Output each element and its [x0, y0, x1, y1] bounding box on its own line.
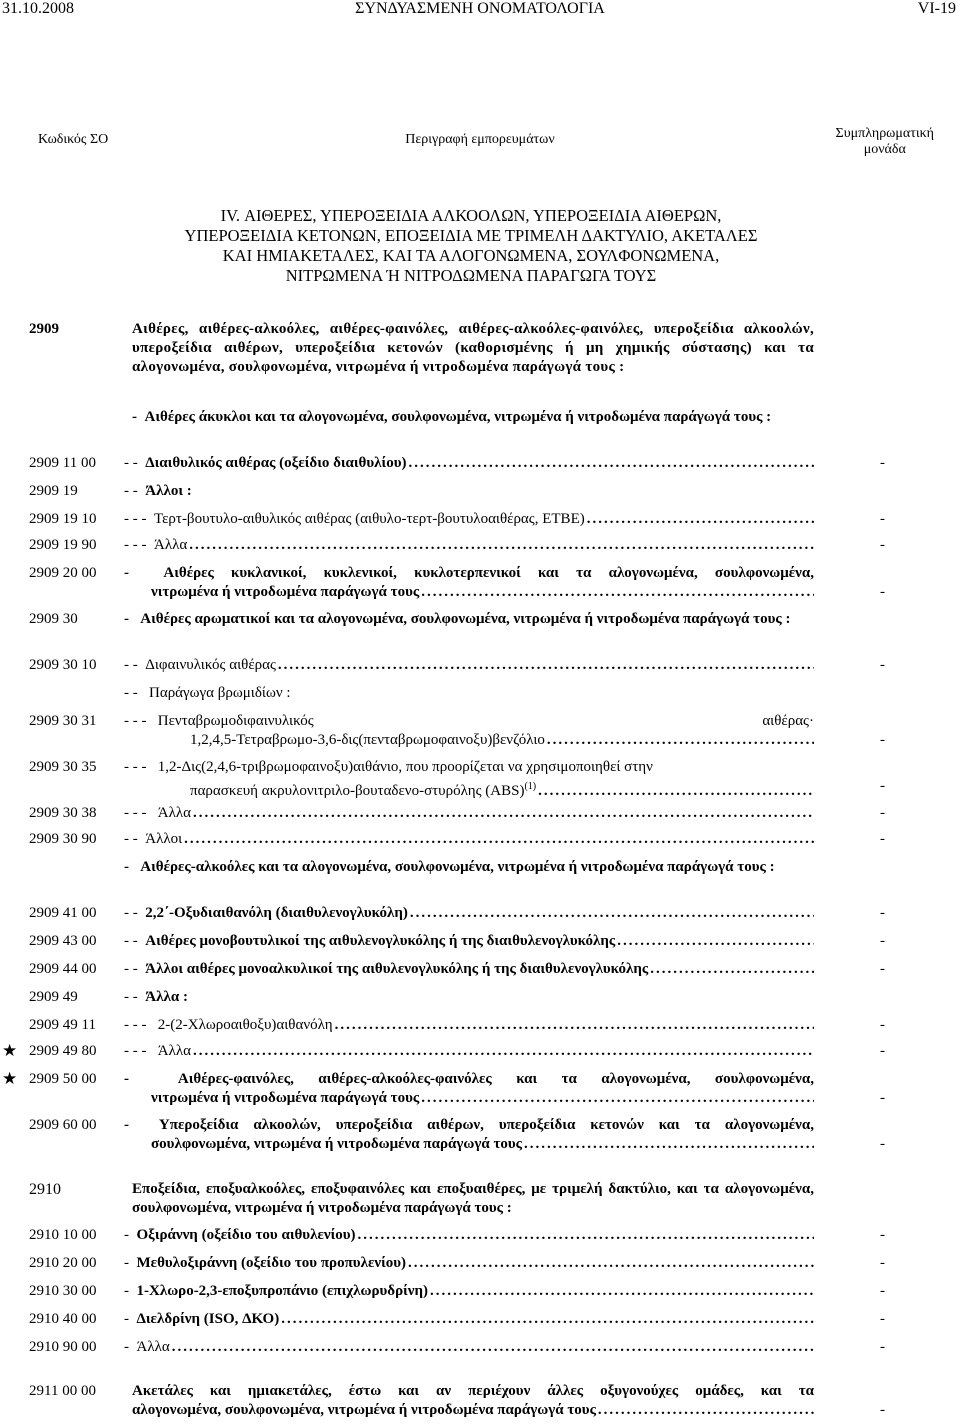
indent-dash: - -: [124, 455, 138, 471]
supplementary-unit: -: [880, 905, 885, 921]
description-text: 1,2-Δις(2,4,6-τριβρωμοφαινοξυ)αιθάνιο, που προορίζεται να χρησιμοποιηθεί στην: [157, 759, 653, 775]
leader-dots: [193, 1042, 814, 1061]
supplementary-unit: -: [880, 933, 885, 949]
cn-code: 2910 30 00: [29, 1283, 97, 1299]
indent-dash: -: [124, 1227, 129, 1243]
description-text: αιθέρας·: [762, 713, 814, 729]
description-text: νιτρωμένα ή νιτροδωμένα παράγωγά τους: [151, 584, 420, 600]
cn-code: 2909 49 80: [29, 1043, 97, 1059]
column-heading-unit-line2: μονάδα: [863, 142, 906, 157]
leader-dots: [408, 1254, 814, 1273]
description: Εποξείδια, εποξυαλκοόλες, εποξυφαινόλες και εποξυαιθέρες, με τριμελή δακτύλιο, και τα αλογονωμένα, σουλφονωμένα, νιτρωμένα ή νιτροδωμένα παράγωγά τους :: [132, 1181, 814, 1216]
cn-code: 2909 19: [29, 483, 78, 499]
star-marker-icon: ★: [2, 1041, 18, 1060]
cn-code: 2909: [29, 321, 59, 337]
leader-dots: [189, 536, 814, 555]
leader-dots: [358, 1226, 814, 1245]
cn-code: 2909 49 11: [29, 1017, 96, 1033]
supplementary-unit: -: [880, 537, 885, 553]
description-text: Αιθέρες άκυκλοι και τα αλογονωμένα, σουλφονωμένα, νιτρωμένα ή νιτροδωμένα παράγωγά τους :: [144, 409, 772, 425]
supplementary-unit: -: [880, 805, 885, 821]
supplementary-unit: -: [880, 732, 885, 748]
description: [124, 960, 814, 979]
cn-code: 2909 30 38: [29, 805, 97, 821]
description: [124, 712, 814, 750]
leader-dots: [278, 656, 814, 675]
cn-code: 2909 50 00: [29, 1071, 97, 1087]
chapter-heading-line: ΝΙΤΡΩΜΕΝΑ Ή ΝΙΤΡΟΔΩΜΕΝΑ ΠΑΡΑΓΩΓΑ ΤΟΥΣ: [285, 266, 657, 285]
supplementary-unit: -: [880, 778, 885, 794]
description-text: αλογονωμένα, σουλφονωμένα, νιτρωμένα ή νιτροδωμένα παράγωγά τους: [132, 1402, 596, 1418]
page-header: [0, 0, 960, 22]
description: [124, 482, 814, 501]
cn-code: 2909 30 31: [29, 713, 97, 729]
description-text: Διαιθυλικός αιθέρας (οξείδιο διαιθυλίου): [145, 455, 407, 471]
description-text: Οξιράννη (οξείδιο του αιθυλενίου): [136, 1227, 356, 1243]
indent-dash: - -: [124, 483, 138, 499]
column-heading-unit: [836, 126, 934, 158]
description-text: παρασκευή ακρυλονιτριλο-βουταδενο-στυρόλης (ABS): [190, 783, 525, 799]
indent-dash: -: [124, 1117, 129, 1133]
leader-dots: [524, 1135, 814, 1154]
description-text: Διελδρίνη (ISO, ΔΚΟ): [136, 1311, 280, 1327]
chapter-heading-line: IV. ΑΙΘΕΡΕΣ, ΥΠΕΡΟΞΕΙΔΙΑ ΑΛΚΟΟΛΩΝ, ΥΠΕΡΟΞΕΙΔΙΑ ΑΙΘΕΡΩΝ,: [220, 206, 722, 225]
indent-dash: - - -: [124, 1017, 147, 1033]
supplementary-unit: -: [880, 1283, 885, 1299]
supplementary-unit: -: [880, 831, 885, 847]
leader-dots: [421, 583, 814, 602]
indent-dash: -: [124, 1339, 129, 1355]
cn-code: 2909 43 00: [29, 933, 97, 949]
cn-code: 2910 40 00: [29, 1311, 97, 1327]
leader-dots: [408, 454, 814, 473]
leader-dots: [184, 830, 814, 849]
leader-dots: [335, 1016, 814, 1035]
indent-dash: -: [124, 1283, 129, 1299]
description: [132, 1382, 814, 1420]
chapter-heading-line: ΚΑΙ ΗΜΙΑΚΕΤΑΛΕΣ, ΚΑΙ ΤΑ ΑΛΟΓΟΝΩΜΕΝΑ, ΣΟΥΛΦΟΝΩΜΕΝΑ,: [222, 246, 720, 265]
supplementary-unit: -: [880, 1017, 885, 1033]
leader-dots: [650, 960, 814, 979]
indent-dash: -: [124, 1311, 129, 1327]
description-text: Άλλα: [157, 1043, 191, 1059]
supplementary-unit: -: [880, 961, 885, 977]
description-text: Αιθέρες κυκλανικοί, κυκλενικοί, κυκλοτερπενικοί και τα αλογονωμένα, σουλφονωμένα,: [163, 565, 814, 581]
leader-dots: [547, 731, 814, 750]
description-text: Πενταβρωμοδιφαινυλικός: [157, 713, 314, 729]
description: [124, 758, 814, 801]
description-text: Αιθέρες μονοβουτυλικοί της αιθυλενογλυκόλης ή της διαιθυλενογλυκόλης: [145, 933, 616, 949]
star-marker-icon: ★: [2, 1069, 18, 1088]
leader-dots: [430, 1282, 814, 1301]
description-text: Μεθυλοξιράννη (οξείδιο του προπυλενίου): [136, 1255, 406, 1271]
cn-code: 2909 49: [29, 989, 78, 1005]
header-date: 31.10.2008: [2, 0, 74, 17]
cn-code: 2909 19 10: [29, 511, 97, 527]
supplementary-unit: -: [880, 1402, 885, 1418]
description: [132, 408, 814, 427]
indent-dash: - -: [124, 989, 138, 1005]
cn-code: 2909 20 00: [29, 565, 97, 581]
header-page-number: VI-19: [917, 0, 956, 17]
description: [124, 1016, 814, 1035]
description-text: Άλλα: [136, 1339, 170, 1355]
indent-dash: -: [132, 409, 137, 425]
cn-code: 2909 30 90: [29, 831, 97, 847]
cn-code: 2910 20 00: [29, 1255, 97, 1271]
indent-dash: - - -: [124, 713, 147, 729]
indent-dash: - -: [124, 657, 138, 673]
supplementary-unit: -: [880, 1311, 885, 1327]
description: [124, 1254, 814, 1273]
description: [124, 988, 814, 1007]
description-text: Άλλοι αιθέρες μονοαλκυλικοί της αιθυλενογλυκόλης ή της διαιθυλενογλυκόλης: [145, 961, 649, 977]
description: [124, 1226, 814, 1245]
description: [124, 656, 814, 675]
indent-dash: - - -: [124, 511, 147, 527]
supplementary-unit: -: [880, 1339, 885, 1355]
description-text: 1,2,4,5-Τετραβρωμο-3,6-δις(πενταβρωμοφαινοξυ)βενζόλιο: [190, 732, 545, 748]
indent-dash: -: [124, 565, 129, 581]
leader-dots: [281, 1310, 814, 1329]
description-text: Παράγωγα βρωμιδίων :: [149, 685, 291, 701]
indent-dash: -: [124, 859, 129, 875]
chapter-heading-line: ΥΠΕΡΟΞΕΙΔΙΑ ΚΕΤΟΝΩΝ, ΕΠΟΞΕΙΔΙΑ ΜΕ ΤΡΙΜΕΛΗ ΔΑΚΤΥΛΙΟ, ΑΚΕΤΑΛΕΣ: [184, 226, 758, 245]
cn-code: 2909 60 00: [29, 1117, 97, 1133]
description: [124, 830, 814, 849]
supplementary-unit: -: [880, 1043, 885, 1059]
supplementary-unit: -: [880, 455, 885, 471]
leader-dots: [193, 804, 814, 823]
description-text: Τερτ-βουτυλο-αιθυλικός αιθέρας (αιθυλο-τερτ-βουτυλοαιθέρας, ΕΤΒΕ): [154, 511, 585, 527]
description-text: 2,2΄-Οξυδιαιθανόλη (διαιθυλενογλυκόλη): [145, 905, 408, 921]
description-text: 1-Χλωρο-2,3-εποξυπροπάνιο (επιχλωρυδρίνη): [136, 1283, 428, 1299]
indent-dash: - -: [124, 831, 138, 847]
supplementary-unit: -: [880, 1090, 885, 1106]
supplementary-unit: -: [880, 511, 885, 527]
description: [124, 1338, 814, 1357]
cn-code: 2910 90 00: [29, 1339, 97, 1355]
cn-code: 2909 30 10: [29, 657, 97, 673]
column-heading-code: Κωδικός ΣΟ: [38, 132, 109, 147]
leader-dots: [598, 1401, 814, 1420]
cn-code: 2909 30 35: [29, 759, 97, 775]
description: [124, 564, 814, 602]
chapter-heading: [132, 206, 810, 286]
cn-code: 2910 10 00: [29, 1227, 97, 1243]
cn-code: 2909 19 90: [29, 537, 97, 553]
description: [124, 1282, 814, 1301]
description: [124, 1116, 814, 1154]
leader-dots: [172, 1338, 814, 1357]
description: [124, 1042, 814, 1061]
description: Αιθέρες, αιθέρες-αλκοόλες, αιθέρες-φαινόλες, αιθέρες-αλκοόλες-φαινόλες, υπεροξείδια αλκοολών, υπεροξείδια αιθέρων, υπεροξείδια κετονών (καθορισμένης ή μη χημικής σύστασης) και τα αλογονωμένα, σουλφονωμένα, νιτρωμένα ή νιτροδωμένα παράγωγά τους :: [132, 321, 814, 375]
column-heading-description: Περιγραφή εμπορευμάτων: [405, 132, 555, 147]
description: [124, 536, 814, 555]
description: [124, 1070, 814, 1108]
indent-dash: -: [124, 1071, 129, 1087]
supplementary-unit: -: [880, 657, 885, 673]
supplementary-unit: -: [880, 1255, 885, 1271]
description-text: Υπεροξείδια αλκοολών, υπεροξείδια αιθέρων, υπεροξείδια κετονών και τα αλογονωμένα,: [158, 1117, 814, 1133]
indent-dash: - -: [124, 933, 138, 949]
cn-code: 2909 41 00: [29, 905, 97, 921]
description: [124, 1310, 814, 1329]
supplementary-unit: -: [880, 1227, 885, 1243]
description: [124, 610, 814, 629]
leader-dots: [587, 510, 814, 529]
cn-code: 2911 00 00: [29, 1383, 96, 1399]
description: [124, 454, 814, 473]
description-text: Άλλα: [154, 537, 188, 553]
leader-dots: [421, 1089, 814, 1108]
indent-dash: - -: [124, 961, 138, 977]
description-text: σουλφονωμένα, νιτρωμένα ή νιτροδωμένα παράγωγά τους: [151, 1136, 523, 1152]
cn-code: 2909 30: [29, 611, 78, 627]
description-text: Αιθέρες-αλκοόλες και τα αλογονωμένα, σουλφονωμένα, νιτρωμένα ή νιτροδωμένα παράγωγά τους :: [140, 859, 775, 875]
column-heading-unit-line1: Συμπληρωματική: [835, 126, 934, 141]
cn-code: 2909 11 00: [29, 455, 96, 471]
indent-dash: - - -: [124, 805, 147, 821]
header-title: ΣΥΝΔΥΑΣΜΕΝΗ ΟΝΟΜΑΤΟΛΟΓΙΑ: [355, 0, 605, 17]
description-text: Αιθέρες-φαινόλες, αιθέρες-αλκοόλες-φαινόλες και τα αλογονωμένα, σουλφονωμένα,: [177, 1071, 814, 1087]
description: [124, 858, 814, 877]
description: [124, 904, 814, 923]
cn-code: 2909 44 00: [29, 961, 97, 977]
description-text: Άλλοι: [145, 831, 183, 847]
description: [124, 684, 814, 703]
description-text: 2-(2-Χλωροαιθοξυ)αιθανόλη: [157, 1017, 333, 1033]
supplementary-unit: -: [880, 1136, 885, 1152]
cn-code: 2910: [29, 1181, 61, 1198]
description: [124, 510, 814, 529]
description-text: νιτρωμένα ή νιτροδωμένα παράγωγά τους: [151, 1090, 420, 1106]
leader-dots: [617, 932, 814, 951]
description-text: Άλλα: [157, 805, 191, 821]
indent-dash: -: [124, 1255, 129, 1271]
indent-dash: - - -: [124, 759, 147, 775]
footnote-ref: (1): [524, 781, 537, 792]
indent-dash: - - -: [124, 1043, 147, 1059]
indent-dash: - - -: [124, 537, 147, 553]
indent-dash: -: [124, 611, 129, 627]
leader-dots: [410, 904, 814, 923]
description-text: Άλλοι :: [145, 483, 192, 499]
supplementary-unit: -: [880, 584, 885, 600]
indent-dash: - -: [124, 905, 138, 921]
description-text: Άλλα :: [145, 989, 188, 1005]
description-text: Ακετάλες και ημιακετάλες, έστω και αν περιέχουν άλλες οξυγονούχες ομάδες, και τα: [132, 1383, 814, 1399]
description: [124, 932, 814, 951]
description-text: Διφαινυλικός αιθέρας: [145, 657, 276, 673]
leader-dots: [538, 782, 814, 801]
description: [124, 804, 814, 823]
indent-dash: - -: [124, 685, 138, 701]
description-text: Αιθέρες αρωματικοί και τα αλογονωμένα, σουλφονωμένα, νιτρωμένα ή νιτροδωμένα παράγωγά τους :: [140, 611, 791, 627]
